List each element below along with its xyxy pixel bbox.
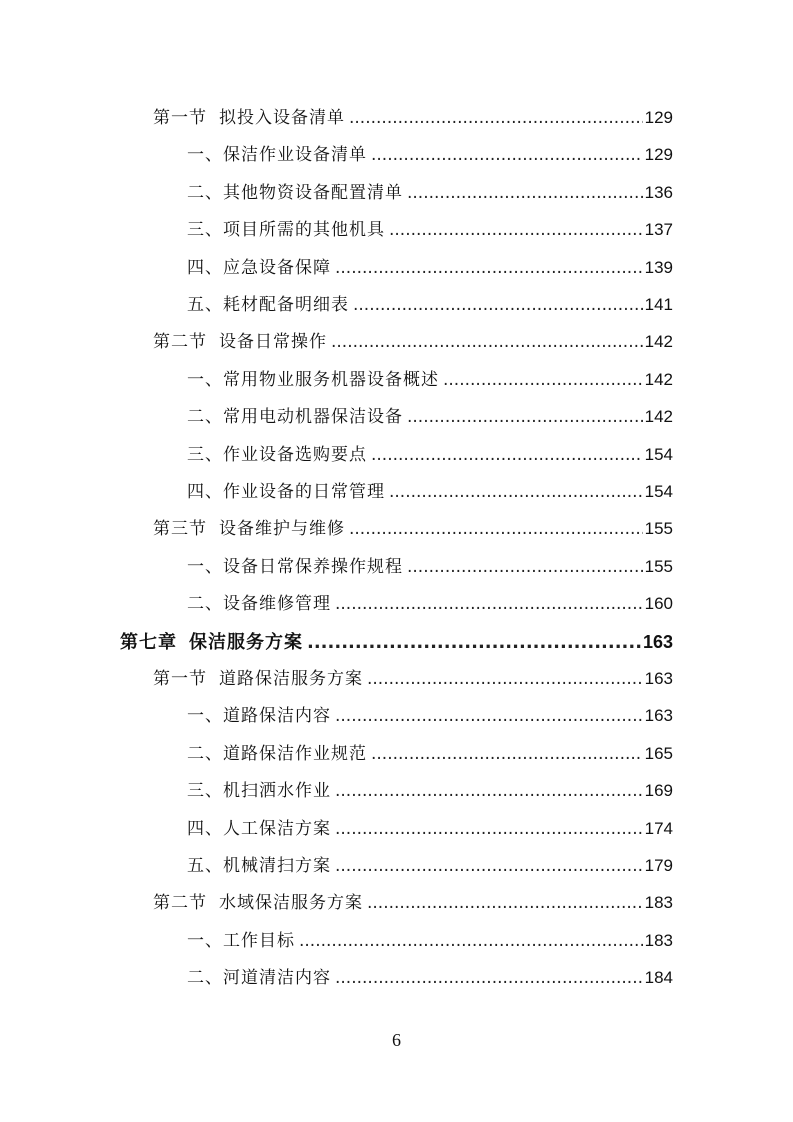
toc-entry-page: 129 bbox=[644, 108, 673, 127]
dot-leader bbox=[371, 137, 643, 173]
toc-entry-page: 141 bbox=[644, 295, 673, 314]
toc-entry-text: 四、人工保洁方案 bbox=[187, 818, 331, 839]
toc-entry-item[interactable] bbox=[187, 698, 673, 734]
dot-leader bbox=[389, 474, 643, 510]
toc-entry-text: 三、作业设备选购要点 bbox=[187, 444, 367, 465]
toc-entry-item[interactable] bbox=[187, 960, 673, 996]
toc-entry-text: 二、其他物资设备配置清单 bbox=[187, 182, 403, 203]
toc-entry-title bbox=[187, 811, 331, 847]
toc-entry-page: 163 bbox=[642, 631, 673, 652]
toc-entry-text: 道路保洁服务方案 bbox=[219, 669, 363, 689]
toc-entry-text: 一、常用物业服务机器设备概述 bbox=[187, 369, 439, 390]
dot-leader bbox=[407, 175, 643, 211]
toc-entry-number: 第一节 bbox=[153, 669, 207, 689]
toc-entry-item[interactable] bbox=[187, 250, 673, 286]
toc-entry-item[interactable] bbox=[187, 437, 673, 473]
toc-entry-title bbox=[153, 885, 363, 921]
toc-entry-item[interactable] bbox=[187, 549, 673, 585]
toc-entry-item[interactable] bbox=[187, 773, 673, 809]
dot-leader bbox=[307, 625, 641, 661]
toc-entry-page: 136 bbox=[644, 182, 673, 202]
toc-entry-text: 三、机扫洒水作业 bbox=[187, 781, 331, 802]
dot-leader bbox=[407, 549, 643, 585]
toc-entry-text: 五、耗材配备明细表 bbox=[187, 295, 349, 315]
dot-leader bbox=[335, 960, 643, 996]
dot-leader bbox=[349, 511, 643, 547]
dot-leader bbox=[353, 287, 643, 323]
toc-entry-page: 155 bbox=[644, 556, 673, 576]
dot-leader bbox=[335, 811, 643, 847]
toc-entry-text: 四、作业设备的日常管理 bbox=[187, 482, 385, 502]
toc-entry-chapter[interactable] bbox=[120, 624, 673, 660]
toc-entry-title bbox=[187, 586, 331, 622]
toc-entry-page: 154 bbox=[644, 482, 673, 501]
toc-entry-title bbox=[187, 250, 331, 286]
toc-entry-section[interactable] bbox=[153, 511, 673, 547]
toc-entry-item[interactable] bbox=[187, 923, 673, 959]
toc-entry-text: 一、设备日常保养操作规程 bbox=[187, 556, 403, 577]
toc-entry-title bbox=[187, 736, 367, 772]
toc-entry-page: 184 bbox=[644, 968, 673, 988]
toc-entry-page: 165 bbox=[644, 743, 673, 763]
toc-entry-title bbox=[187, 474, 385, 510]
toc-entry-page: 154 bbox=[644, 444, 673, 464]
toc-entry-title bbox=[153, 511, 345, 547]
toc-entry-title bbox=[187, 848, 331, 884]
toc-entry-item[interactable] bbox=[187, 287, 673, 323]
toc-entry-text: 一、工作目标 bbox=[187, 930, 295, 951]
toc-entry-title bbox=[153, 324, 327, 360]
toc-entry-text: 拟投入设备清单 bbox=[219, 108, 345, 128]
toc-entry-text: 水域保洁服务方案 bbox=[219, 893, 363, 914]
dot-leader bbox=[335, 698, 643, 734]
toc-entry-page: 163 bbox=[644, 706, 673, 726]
toc-entry-text: 二、道路保洁作业规范 bbox=[187, 743, 367, 764]
dot-leader bbox=[331, 324, 643, 360]
toc-entry-item[interactable] bbox=[187, 399, 673, 435]
toc-entry-number: 第二节 bbox=[153, 893, 207, 914]
toc-entry-item[interactable] bbox=[187, 474, 673, 510]
toc-entry-page: 129 bbox=[644, 145, 673, 165]
toc-entry-page: 137 bbox=[644, 220, 673, 240]
dot-leader bbox=[299, 923, 643, 959]
toc-entry-page: 142 bbox=[644, 332, 673, 352]
dot-leader bbox=[389, 212, 643, 248]
toc-entry-title bbox=[153, 661, 363, 697]
toc-entry-title bbox=[187, 698, 331, 734]
toc-entry-text: 四、应急设备保障 bbox=[187, 257, 331, 278]
toc-entry-page: 163 bbox=[644, 669, 673, 688]
toc-entry-page: 174 bbox=[644, 818, 673, 838]
toc-entry-number: 第一节 bbox=[153, 108, 207, 128]
toc-entry-section[interactable] bbox=[153, 324, 673, 360]
toc-entry-title bbox=[187, 960, 331, 996]
dot-leader bbox=[335, 250, 643, 286]
toc-entry-text: 二、设备维修管理 bbox=[187, 594, 331, 615]
toc-entry-title bbox=[187, 137, 367, 173]
toc-entry-page: 160 bbox=[644, 594, 673, 614]
toc-entry-page: 139 bbox=[644, 257, 673, 277]
toc-entry-number: 第三节 bbox=[153, 519, 207, 540]
toc-entry-text: 保洁服务方案 bbox=[189, 631, 303, 653]
toc-entry-title bbox=[187, 212, 385, 248]
toc-entry-text: 二、河道清洁内容 bbox=[187, 968, 331, 989]
toc-entry-item[interactable] bbox=[187, 137, 673, 173]
toc-entry-item[interactable] bbox=[187, 811, 673, 847]
toc-entry-item[interactable] bbox=[187, 212, 673, 248]
toc-entry-text: 五、机械清扫方案 bbox=[187, 856, 331, 876]
toc-entry-text: 二、常用电动机器保洁设备 bbox=[187, 407, 403, 428]
toc-entry-title bbox=[120, 625, 303, 661]
toc-entry-title bbox=[187, 773, 331, 809]
toc-entry-item[interactable] bbox=[187, 736, 673, 772]
toc-entry-page: 142 bbox=[644, 369, 673, 389]
toc-entry-text: 一、道路保洁内容 bbox=[187, 706, 331, 727]
toc-entry-text: 设备维护与维修 bbox=[219, 519, 345, 540]
toc-entry-item[interactable] bbox=[187, 586, 673, 622]
toc-entry-item[interactable] bbox=[187, 362, 673, 398]
toc-entry-title bbox=[187, 923, 295, 959]
dot-leader bbox=[335, 848, 643, 884]
toc-entry-page: 179 bbox=[644, 856, 673, 875]
toc-entry-section[interactable] bbox=[153, 661, 673, 697]
toc-entry-page: 155 bbox=[644, 519, 673, 539]
toc-entry-text: 设备日常操作 bbox=[219, 332, 327, 353]
toc-entry-item[interactable] bbox=[187, 848, 673, 884]
dot-leader bbox=[335, 773, 643, 809]
dot-leader bbox=[371, 437, 643, 473]
toc-entry-title bbox=[153, 100, 345, 136]
toc-entry-text: 三、项目所需的其他机具 bbox=[187, 220, 385, 241]
toc-entry-page: 183 bbox=[644, 893, 673, 913]
dot-leader bbox=[407, 399, 643, 435]
toc-entry-text: 一、保洁作业设备清单 bbox=[187, 145, 367, 166]
dot-leader bbox=[349, 100, 643, 136]
toc-entry-title bbox=[187, 287, 349, 323]
toc-entry-number: 第七章 bbox=[120, 631, 177, 653]
toc-entry-title bbox=[187, 175, 403, 211]
toc-entry-page: 183 bbox=[644, 930, 673, 950]
toc-entry-page: 169 bbox=[644, 781, 673, 801]
toc-entry-title bbox=[187, 549, 403, 585]
dot-leader bbox=[443, 362, 643, 398]
dot-leader bbox=[371, 736, 643, 772]
dot-leader bbox=[367, 885, 643, 921]
toc-entry-title bbox=[187, 437, 367, 473]
toc-entry-section[interactable] bbox=[153, 100, 673, 136]
toc-entry-page: 142 bbox=[644, 407, 673, 427]
toc-entry-number: 第二节 bbox=[153, 332, 207, 353]
toc-entry-title bbox=[187, 362, 439, 398]
toc-entry-item[interactable] bbox=[187, 175, 673, 211]
toc-entry-section[interactable] bbox=[153, 885, 673, 921]
page-number: 6 bbox=[392, 1030, 401, 1050]
dot-leader bbox=[335, 586, 643, 622]
dot-leader bbox=[367, 661, 643, 697]
toc-entry-title bbox=[187, 399, 403, 435]
